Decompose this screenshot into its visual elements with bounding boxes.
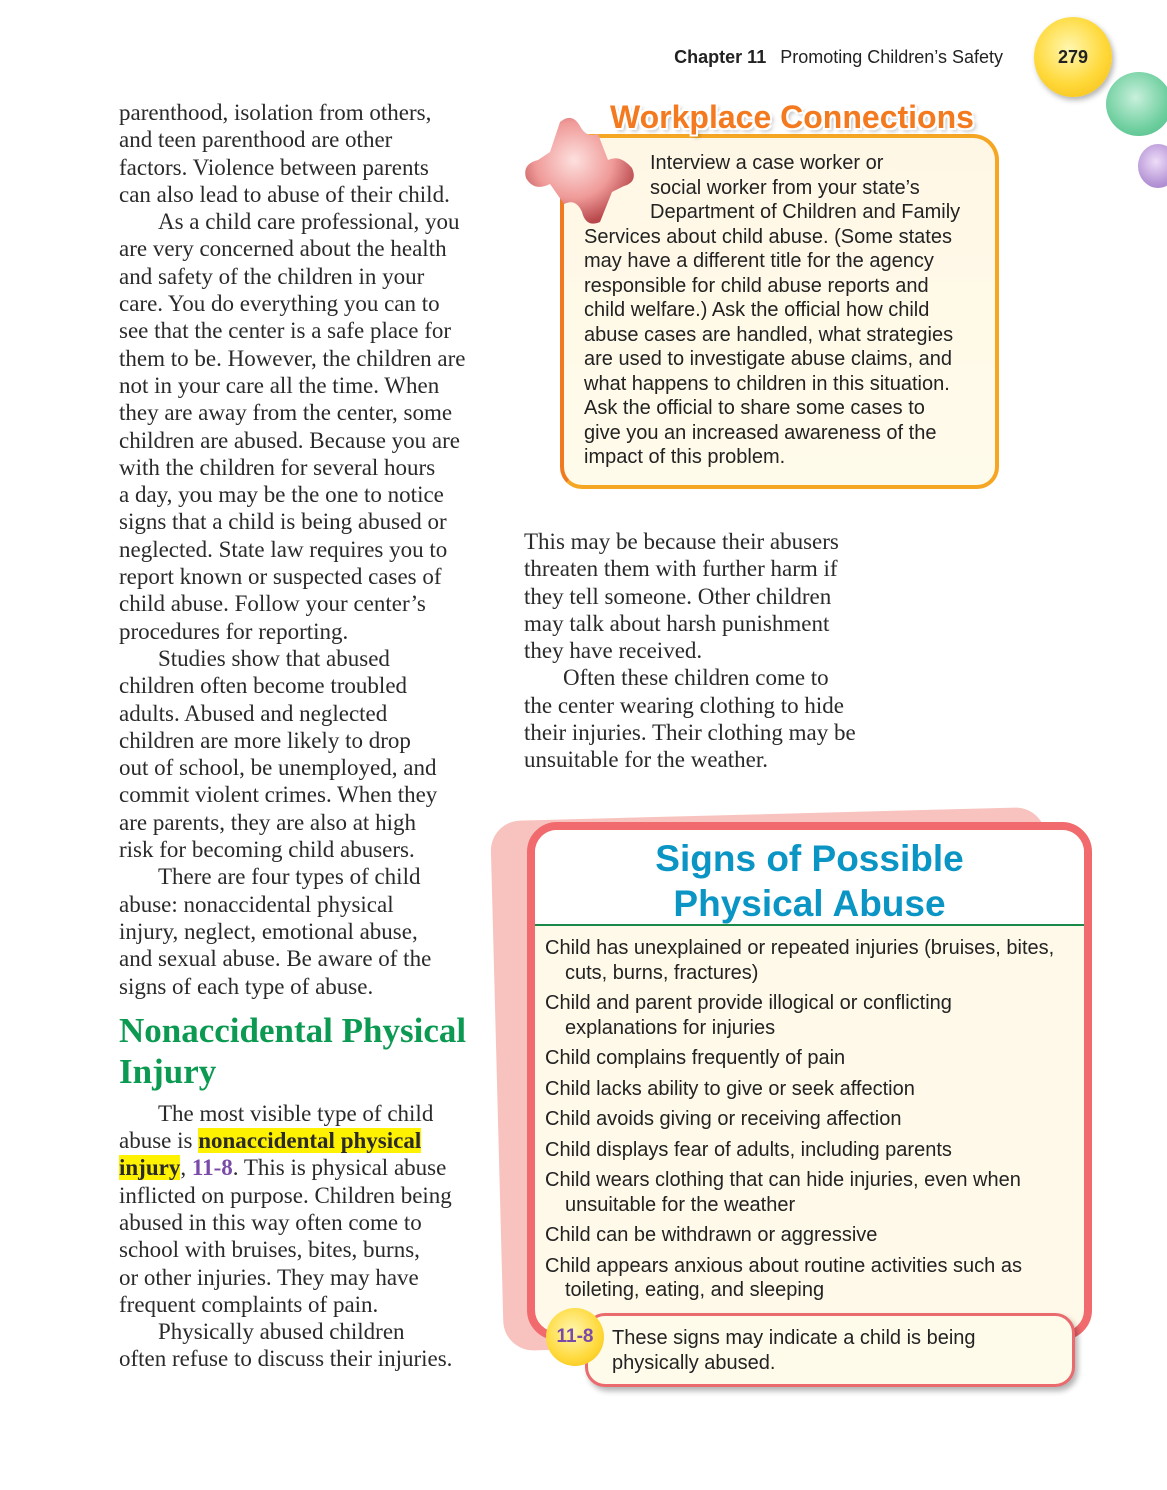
text-line: and sexual abuse. Be aware of the — [119, 946, 432, 972]
paragraph — [119, 645, 489, 863]
text-block — [119, 1182, 489, 1318]
text-line: Ask the official to share some cases to — [584, 397, 925, 419]
text-line — [119, 1154, 489, 1181]
text-line: Child displays fear of adults, including parents — [545, 1138, 952, 1161]
list-item — [545, 1168, 1084, 1217]
text-line: they have received. — [524, 638, 703, 664]
text-line: children often become troubled — [119, 673, 408, 699]
text-line: or other injuries. They may have — [119, 1264, 419, 1290]
paragraph — [119, 1100, 489, 1318]
text-line: Child has unexplained or repeated injuries (bruises, bites, — [545, 937, 1055, 959]
text-line: cuts, burns, fractures) — [565, 961, 759, 984]
figure-reference[interactable]: 11-8 — [191, 1155, 233, 1181]
text: abuse is — [119, 1128, 199, 1154]
text-line: As a child care professional, you — [158, 209, 460, 235]
text-line: can also lead to abuse of their child. — [119, 181, 450, 207]
list-item — [545, 1223, 1084, 1248]
text-line: Child avoids giving or receiving affection — [545, 1108, 902, 1130]
chapter-label: Chapter 11 — [674, 47, 767, 67]
paragraph — [119, 863, 489, 999]
key-term[interactable]: injury — [119, 1155, 181, 1181]
text-line: give you an increased awareness of the — [584, 421, 937, 444]
text-line: they tell someone. Other children — [524, 583, 832, 609]
text-line: Physically abused children — [158, 1319, 405, 1345]
text-line: child abuse. Follow your center’s — [119, 591, 426, 617]
text-line: responsible for child abuse reports and — [584, 274, 929, 297]
text-line: injury, neglect, emotional abuse, — [119, 918, 418, 944]
text-line: and safety of the children in your — [119, 263, 425, 289]
text-line: the center wearing clothing to hide — [524, 692, 844, 718]
text-line: school with bruises, bites, burns, — [119, 1237, 420, 1263]
text-line: Services about child abuse. (Some states — [584, 225, 952, 248]
text-line: Child appears anxious about routine activities such as — [545, 1254, 1022, 1277]
text-line: and teen parenthood are other — [119, 127, 393, 153]
text-line: toileting, eating, and sleeping — [565, 1279, 825, 1301]
chapter-title: Promoting Children’s Safety — [780, 47, 1003, 67]
key-term[interactable]: nonaccidental physical — [198, 1128, 422, 1154]
list-item — [545, 1138, 1084, 1163]
list-item — [545, 1046, 1084, 1071]
text-line: Nonaccidental Physical — [119, 1010, 467, 1050]
text-line: Often these children come to — [563, 665, 829, 691]
text-line: factors. Violence between parents — [119, 154, 429, 180]
text-line: abuse: nonaccidental physical — [119, 891, 394, 917]
text-line: Child lacks ability to give or seek affection — [545, 1077, 915, 1100]
list-item — [545, 1254, 1084, 1303]
text-line: children are more likely to drop — [119, 727, 411, 753]
text-line: abused in this way often come to — [119, 1209, 422, 1235]
text-line: they are away from the center, some — [119, 400, 453, 426]
text-line: not in your care all the time. When — [119, 372, 440, 398]
text-line: adults. Abused and neglected — [119, 700, 388, 726]
text-line: them to be. However, the children are — [119, 345, 466, 371]
text-line: These signs may indicate a child is being — [612, 1327, 976, 1349]
text: . This is physical abuse — [232, 1155, 447, 1181]
text-line: Physical Abuse — [673, 883, 946, 924]
text-line: parenthood, isolation from others, — [119, 100, 432, 125]
text-line: may talk about harsh punishment — [524, 610, 830, 636]
text-line: inflicted on purpose. Children being — [119, 1182, 452, 1208]
decorative-green-ball — [1106, 72, 1167, 136]
signs-list — [535, 926, 1084, 1303]
page-number: 279 — [1034, 17, 1112, 97]
text-line: Child and parent provide illogical or conflicting — [545, 992, 952, 1014]
text-line: report known or suspected cases of — [119, 564, 442, 590]
running-header — [674, 47, 1003, 68]
text-line: unsuitable for the weather — [565, 1193, 796, 1216]
text: , — [180, 1155, 192, 1181]
text-line: frequent complaints of pain. — [119, 1291, 379, 1317]
text-line: risk for becoming child abusers. — [119, 837, 415, 863]
text-line: are used to investigate abuse claims, and — [584, 348, 952, 370]
section-heading — [119, 1010, 489, 1092]
text-line: physically abused. — [612, 1352, 776, 1374]
text-line: threaten them with further harm if — [524, 556, 838, 582]
list-item — [545, 1107, 1084, 1132]
figure-number-badge: 11-8 — [546, 1308, 604, 1366]
text-line — [119, 1127, 489, 1154]
left-column — [119, 99, 489, 1373]
text-block — [584, 225, 960, 470]
workplace-connections-text — [584, 151, 960, 470]
text-line: Studies show that abused — [158, 645, 390, 671]
decorative-purple-ball — [1138, 144, 1167, 188]
text-line: may have a different title for the agency — [584, 250, 934, 272]
text-line: This may be because their abusers — [524, 529, 839, 554]
text-line: signs of each type of abuse. — [119, 973, 374, 999]
figure-title — [535, 830, 1084, 926]
text-line: often refuse to discuss their injuries. — [119, 1346, 453, 1372]
text-line: a day, you may be the one to notice — [119, 482, 444, 508]
text-line: There are four types of child — [158, 864, 421, 890]
text-line: see that the center is a safe place for — [119, 318, 452, 344]
paragraph — [524, 528, 894, 664]
text-line: with the children for several hours — [119, 454, 436, 480]
text-line: commit violent crimes. When they — [119, 782, 438, 808]
text-line: abuse cases are handled, what strategies — [584, 323, 954, 346]
text-line: child welfare.) Ask the official how child — [584, 299, 930, 321]
right-column — [524, 528, 894, 774]
text-line: what happens to children in this situation. — [584, 372, 950, 395]
text-line: Injury — [119, 1051, 217, 1091]
text-line: Interview a case worker or — [650, 152, 884, 174]
text-line: are very concerned about the health — [119, 236, 447, 262]
text-line: care. You do everything you can to — [119, 291, 440, 317]
text-line: Signs of Possible — [655, 838, 964, 879]
text-line: Child complains frequently of pain — [545, 1047, 846, 1069]
text-line: impact of this problem. — [584, 446, 786, 468]
text-line: social worker from your state’s — [650, 176, 920, 199]
workplace-connections-title: Workplace Connections — [610, 99, 974, 135]
text-line: Child wears clothing that can hide injuries, even when — [545, 1169, 1021, 1191]
text-line: out of school, be unemployed, and — [119, 755, 437, 781]
paragraph — [524, 664, 894, 773]
list-item — [545, 936, 1084, 985]
list-item — [545, 991, 1084, 1040]
paragraph — [119, 1318, 489, 1373]
text-line: The most visible type of child — [158, 1100, 434, 1126]
text-line: neglected. State law requires you to — [119, 536, 448, 562]
text-line: children are abused. Because you are — [119, 427, 461, 453]
text-line: procedures for reporting. — [119, 618, 349, 644]
signs-of-physical-abuse-figure — [527, 822, 1092, 1340]
paragraph — [119, 208, 489, 645]
text-line: their injuries. Their clothing may be — [524, 720, 856, 746]
text-line: unsuitable for the weather. — [524, 747, 768, 773]
list-item — [545, 1077, 1084, 1102]
text-block — [584, 151, 960, 225]
text-line: signs that a child is being abused or — [119, 509, 447, 535]
text-line: Department of Children and Family — [650, 201, 961, 223]
text-line: explanations for injuries — [565, 1016, 776, 1039]
paragraph — [119, 99, 489, 208]
text-line: Child can be withdrawn or aggressive — [545, 1224, 878, 1246]
figure-caption — [585, 1313, 1075, 1387]
text-line: are parents, they are also at high — [119, 809, 416, 835]
